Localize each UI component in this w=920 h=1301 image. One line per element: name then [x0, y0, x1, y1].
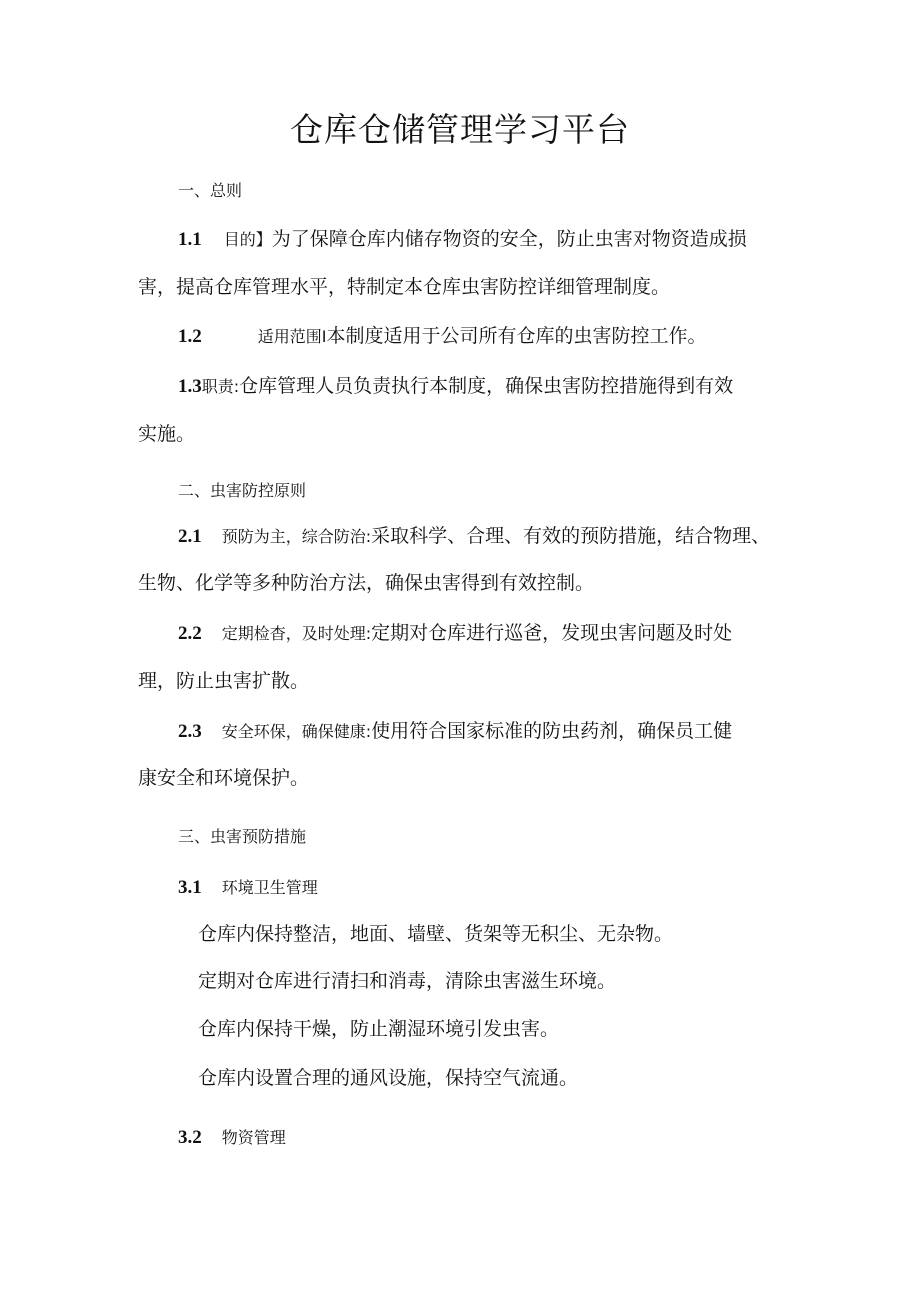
- clause-number: 1.2: [178, 326, 202, 347]
- paragraph-1-1-line-1: [178, 226, 747, 253]
- list-item: 仓库内保持整洁，地面、墙壁、货架等无积尘、无杂物。: [198, 923, 674, 945]
- clause-text: 采取科学、合理、有效的预防措施，结合物理、: [371, 525, 771, 547]
- clause-number: 2.1: [178, 526, 202, 547]
- page-title: 仓库仓储管理学习平台: [290, 110, 630, 149]
- subsection-3-1: [178, 874, 318, 901]
- clause-text: 仓库管理人员负责执行本制度，确保虫害防控措施得到有效: [239, 375, 734, 397]
- clause-text: 为了保障仓库内储存物资的安全，防止虫害对物资造成损: [271, 228, 747, 250]
- clause-number: 1.1: [178, 229, 202, 250]
- clause-text: 使用符合国家标准的防虫药剂，确保员工健: [371, 720, 733, 742]
- paragraph-2-1-line-2: 生物、化学等多种防治方法，确保虫害得到有效控制。: [138, 572, 595, 594]
- clause-label: 物资管理: [221, 1128, 286, 1147]
- section-heading-2: 二、虫害防控原则: [178, 481, 307, 500]
- clause-text: 定期对仓库进行巡爸，发现虫害问题及时处: [371, 622, 733, 644]
- clause-number: 3.2: [178, 1127, 202, 1148]
- list-item: 仓库内设置合理的通风设施，保持空气流通。: [198, 1067, 579, 1089]
- paragraph-2-1-line-1: [178, 523, 770, 550]
- clause-label: 目的】: [223, 230, 272, 249]
- clause-label: 预防为主，综合防治:: [221, 527, 372, 546]
- clause-number: 2.3: [178, 721, 202, 742]
- clause-label: 定期检杳，及时处理:: [221, 624, 372, 643]
- paragraph-1-1-line-2: 害，提高仓库管理水平，特制定本仓库虫害防控详细管理制度。: [138, 276, 671, 298]
- section-heading-3: 三、虫害预防措施: [178, 827, 307, 846]
- clause-text: 本制度适用于公司所有仓库的虫害防控工作。: [326, 325, 707, 347]
- clause-number: 2.2: [178, 623, 202, 644]
- section-heading-1: 一、总则: [178, 181, 243, 200]
- list-item: 定期对仓库进行清扫和消毒，清除虫害滋生环境。: [198, 970, 617, 992]
- subsection-3-2: [178, 1124, 286, 1151]
- paragraph-1-2: [178, 323, 707, 350]
- clause-label: 适用范围I: [257, 327, 327, 346]
- paragraph-2-3-line-1: [178, 718, 732, 745]
- paragraph-1-3-line-1: [178, 373, 733, 400]
- list-item: 仓库内保持干燥，防止潮湿环境引发虫害。: [198, 1018, 560, 1040]
- paragraph-2-2-line-2: 理，防止虫害扩散。: [138, 670, 310, 692]
- paragraph-2-2-line-1: [178, 620, 732, 647]
- clause-label: 环境卫生管理: [221, 878, 318, 897]
- clause-label: 安全环保，确保健康:: [221, 722, 372, 741]
- clause-number: 1.3: [178, 376, 202, 397]
- paragraph-1-3-line-2: 实施。: [138, 423, 196, 445]
- clause-number: 3.1: [178, 877, 202, 898]
- clause-label: 职责:: [201, 377, 240, 396]
- paragraph-2-3-line-2: 康安全和环境保护。: [138, 767, 310, 789]
